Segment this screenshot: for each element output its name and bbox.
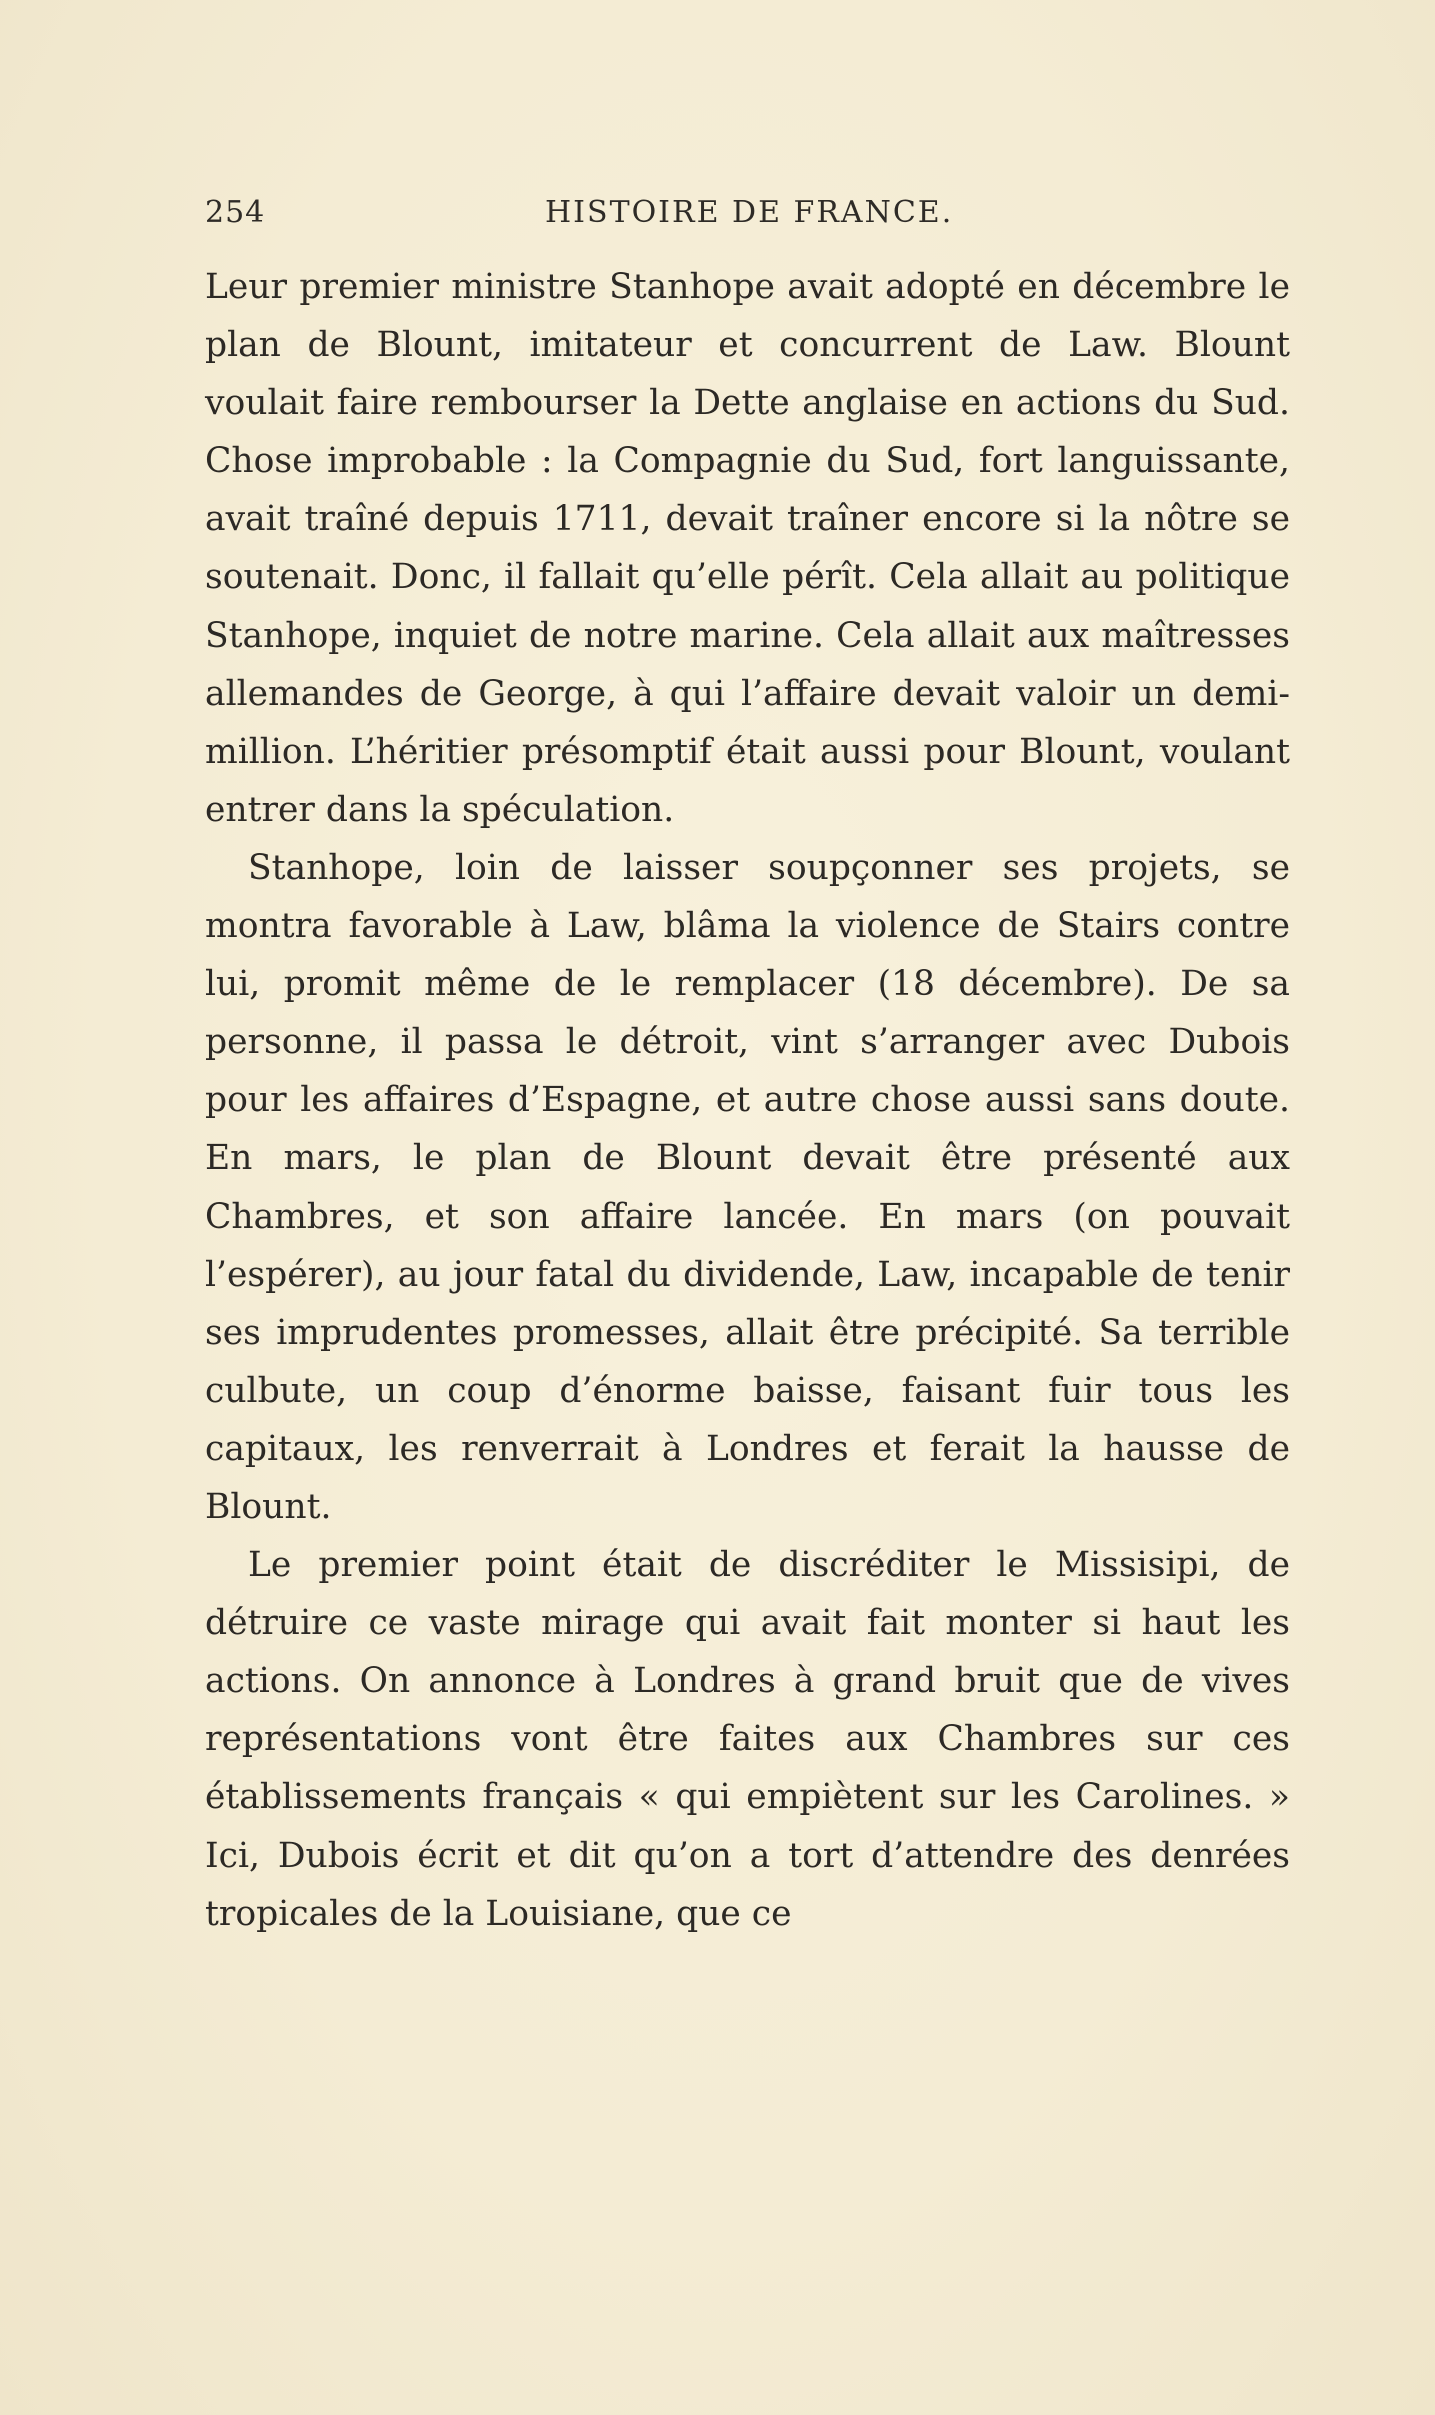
body-text: [205, 258, 1290, 1943]
page-number: 254: [205, 195, 266, 230]
paragraph-3: Le premier point était de discréditer le Missisipi, de détruire ce vaste mirage qui avait fait monter si haut les actions. On annonce à Londres à grand bruit que de vives représentations vont être faites aux Chambres sur ces établissements français « qui empiètent sur les Carolines. » Ici, Dubois écrit et dit qu’on a tort d’attendre des denrées tropicales de la Louisiane, que ce: [205, 1545, 1290, 1934]
paragraph-2: Stanhope, loin de laisser soupçonner ses projets, se montra favorable à Law, blâma la violence de Stairs contre lui, promit même de le remplacer (18 décembre). De sa personne, il passa le détroit, vint s’arranger avec Dubois pour les affaires d’Espagne, et autre chose aussi sans doute. En mars, le plan de Blount devait être présenté aux Chambres, et son affaire lancée. En mars (on pouvait l’espérer), au jour fatal du dividende, Law, incapable de tenir ses imprudentes promesses, allait être précipité. Sa terrible culbute, un coup d’énorme baisse, faisant fuir tous les capitaux, les renverrait à Londres et ferait la hausse de Blount.: [205, 847, 1290, 1527]
paragraph-1: Leur premier ministre Stanhope avait adopté en décembre le plan de Blount, imitateur et concurrent de Law. Blount voulait faire rembourser la Dette anglaise en actions du Sud. Chose improbable : la Compagnie du Sud, fort languissante, avait traîné depuis 1711, devait traîner encore si la nôtre se soutenait. Donc, il fallait qu’elle pérît. Cela allait au politique Stanhope, inquiet de notre marine. Cela allait aux maîtresses allemandes de George, à qui l’affaire devait valoir un demi-million. L’héritier présomptif était aussi pour Blount, voulant entrer dans la spéculation.: [205, 267, 1290, 830]
running-title: HISTOIRE DE FRANCE.: [545, 195, 954, 230]
page-header: [205, 195, 1290, 245]
